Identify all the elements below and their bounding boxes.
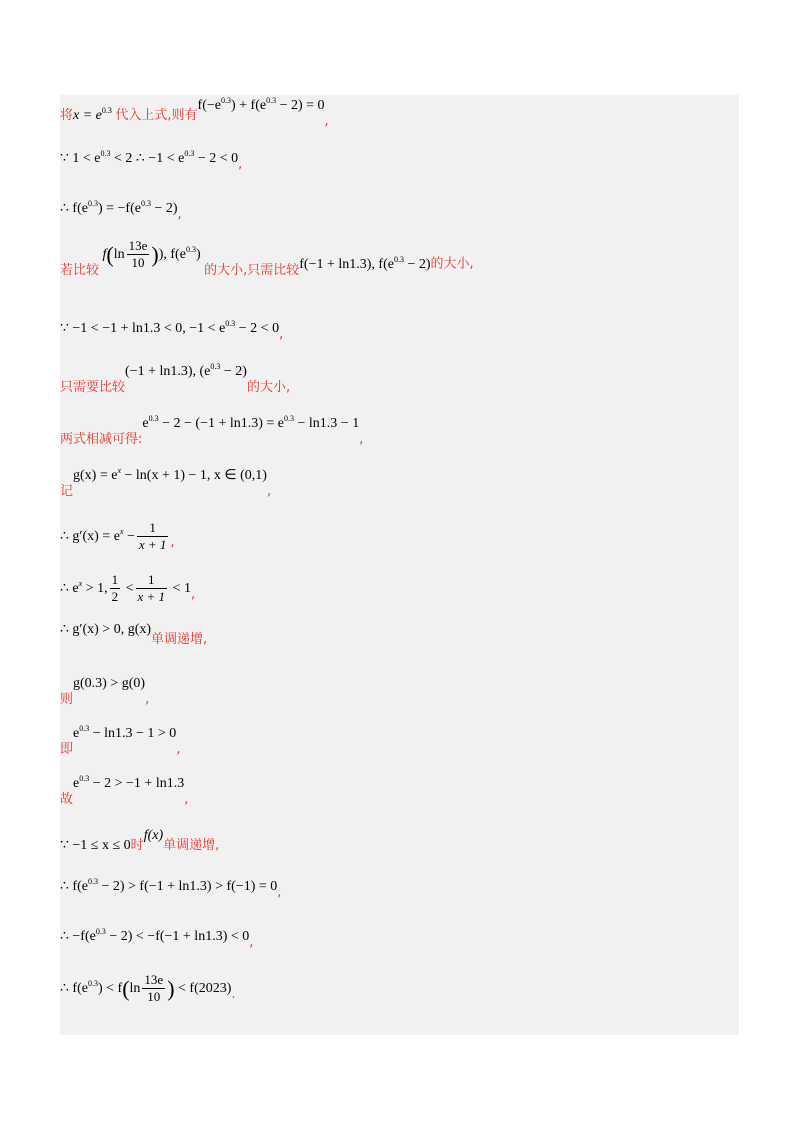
math: $e^{0.3} - \ln 1.3 - 1 > 0$: [73, 724, 177, 741]
text: 时: [130, 838, 144, 853]
text: ,: [190, 586, 196, 602]
math: ∵ −1 < −1 + ln1.3 < 0, $-1 < e^{0.3} - 2 < 0$: [60, 319, 280, 336]
text: ,: [324, 114, 329, 129]
text: 的大小,: [246, 380, 291, 395]
line-8: [60, 466, 272, 499]
math: ∴ $e^x > 1$, $\frac{1}{2}$ < $\frac{1}{x + 1}$ < 1: [60, 572, 191, 604]
math: g(0.3) > g(0): [73, 676, 146, 691]
text: ,: [170, 534, 175, 550]
math: ∴ g′(x) > 0, g(x): [60, 622, 152, 637]
text: 若比较: [60, 262, 100, 278]
text: 记: [60, 484, 74, 499]
line-17: [60, 927, 254, 950]
line-13: [60, 724, 181, 757]
math: ∴ $f(e^{0.3}) = -f(e^{0.3} - 2)$: [60, 199, 178, 216]
line-12: [60, 676, 150, 707]
line-18: [60, 972, 236, 1005]
text: 只需要比较: [60, 380, 126, 395]
text: 则: [60, 692, 74, 707]
text: ,: [238, 157, 243, 172]
math: $f(-e^{0.3}) + f(e^{0.3} - 2) = 0$: [197, 96, 325, 113]
line-4: [60, 238, 474, 281]
text: .: [231, 986, 236, 1002]
text: ,: [145, 692, 150, 707]
line-3: [60, 199, 182, 222]
text: 单调递增,: [163, 838, 220, 853]
text: ,: [184, 792, 189, 807]
text: 的大小,只需比较: [204, 262, 300, 278]
math: ∵ $1 < e^{0.3} < 2$ ∴ $-1 < e^{0.3} - 2 < 0$: [60, 149, 239, 166]
math: ∴ $-f(e^{0.3} - 2) < -f(-1 + \ln 1.3) < 0$: [60, 927, 250, 944]
line-14: [60, 774, 189, 807]
math: f(ln $\frac{13e}{10}$ )), $f(e^{0.3})$: [102, 238, 201, 270]
math: ∴ $f(e^{0.3}) < f(\ln$ $\frac{13e}{10}$ ) < f(2023): [60, 972, 232, 1004]
math: ∴ $g'(x) = e^x$ − $\frac{1}{x + 1}$: [60, 520, 167, 552]
text: 单调递增,: [151, 632, 208, 647]
line-5: [60, 319, 284, 342]
text: 故: [60, 792, 74, 807]
math: $g(x) = e^x - \ln(x + 1) - 1$, x ∈ (0,1): [73, 466, 267, 483]
math: $e^{0.3} - 2 - (-1 + \ln 1.3) = e^{0.3} - \ln 1.3 - 1$: [142, 414, 360, 431]
text: 两式相减可得:: [60, 432, 143, 447]
line-11: [60, 622, 208, 648]
text: 代入上式,则有: [115, 108, 198, 123]
text: ,: [277, 885, 282, 900]
math: $e^{0.3} - 2 > -1 + \ln 1.3$: [73, 774, 185, 791]
line-6: [60, 362, 291, 395]
line-7: [60, 414, 364, 447]
line-16: [60, 877, 282, 900]
text: 的大小,: [430, 256, 474, 272]
math: ∴ $f(e^{0.3} - 2) > f(-1 + \ln 1.3) > f(-1) = 0$: [60, 877, 278, 894]
text: ,: [266, 484, 272, 499]
line-9: [60, 520, 175, 553]
text: 即: [60, 742, 74, 757]
text: ,: [176, 742, 181, 757]
math: x = e: [73, 108, 102, 123]
exponent: 0.3: [101, 106, 112, 115]
math: f(x): [143, 828, 164, 843]
math: (−1 + ln1.3), $(e^{0.3} - 2)$: [125, 362, 247, 379]
math: f(−1 + ln1.3), $f(e^{0.3} - 2)$: [299, 254, 431, 272]
line-10: [60, 572, 195, 605]
math: ∵ −1 ≤ x ≤ 0: [60, 838, 131, 853]
line-1: [60, 96, 329, 129]
text: ,: [279, 327, 284, 342]
text: ,: [359, 432, 364, 447]
text: ,: [177, 207, 182, 222]
text: ,: [249, 935, 254, 950]
line-2: [60, 149, 243, 172]
text: 将: [60, 108, 74, 123]
line-15: [60, 828, 220, 854]
